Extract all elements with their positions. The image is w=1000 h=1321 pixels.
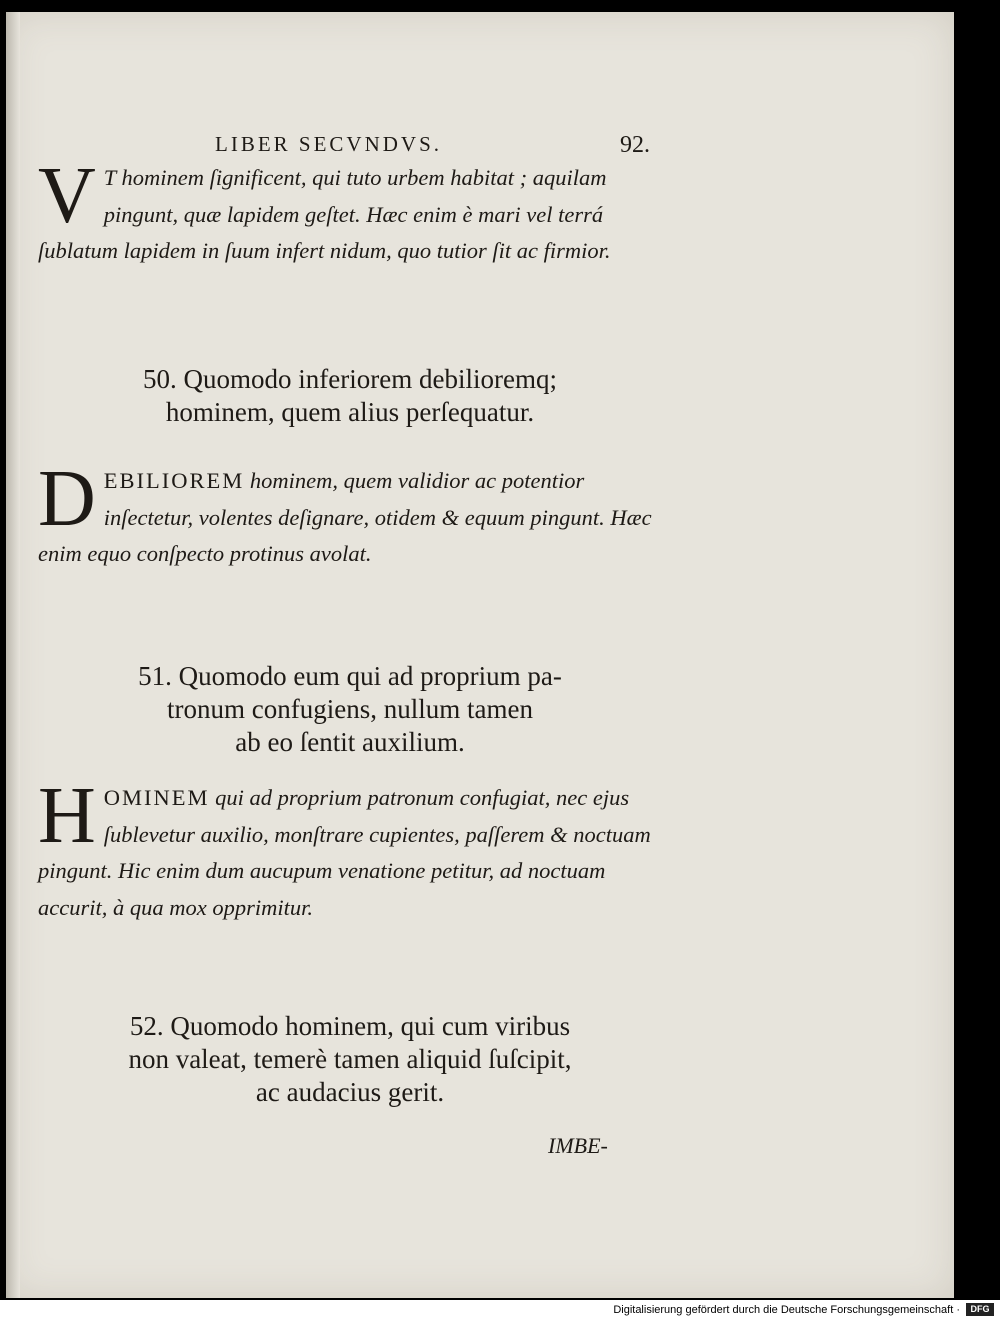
- heading-line: 50. Quomodo inferiorem debilioremq;: [143, 364, 557, 394]
- heading-line: 51. Quomodo eum qui ad proprium pa-: [138, 661, 562, 691]
- paragraph-text: hominem, quem validior ac potentior inſectetur, volentes deſignare, otidem & equum pingunt. Hæc enim equo conſpecto protinus avolat.: [38, 468, 652, 566]
- digitization-footer: [0, 1300, 1000, 1321]
- section-heading-51: [40, 660, 660, 759]
- drop-cap: H: [38, 772, 96, 860]
- small-caps-word: EBILIOREM: [103, 468, 245, 493]
- paragraph-text: T hominem ſignificent, qui tuto urbem habitat ; aquilam pingunt, quæ lapidem geſtet. Hæc enim è mari vel terrá ſublatum lapidem in ſuum infert nidum, quo tutior ſit ac firmior.: [38, 165, 611, 263]
- funding-credit: Digitalisierung gefördert durch die Deutsche Forschungsgemeinschaft ·: [613, 1304, 960, 1316]
- section-heading-52: [40, 1010, 660, 1109]
- small-caps-word: OMINEM: [103, 785, 210, 810]
- heading-line: tronum confugiens, nullum tamen: [167, 694, 533, 724]
- paragraph-text: qui ad proprium patronum confugiat, nec ejus ſublevetur auxilio, monſtrare cupientes, paſſerem & noctuam pingunt. Hic enim dum aucupum venatione petitur, ad noctuam accurit, à qua mox opprimitur.: [38, 785, 651, 920]
- page-gutter: [6, 12, 20, 1298]
- dfg-logo: DFG: [966, 1303, 994, 1316]
- running-title: LIBER SECVNDVS.: [215, 132, 443, 156]
- section-heading-50: [40, 363, 660, 429]
- drop-cap: V: [38, 152, 96, 240]
- drop-cap: D: [38, 455, 96, 543]
- catchword: IMBE-: [548, 1133, 608, 1158]
- paragraph-50: [38, 455, 658, 573]
- heading-line: non valeat, temerè tamen aliquid ſuſcipit,: [128, 1044, 572, 1074]
- heading-line: ac audacius gerit.: [255, 1077, 445, 1107]
- page-number: 92.: [620, 132, 650, 158]
- heading-line: ab eo ſentit auxilium.: [235, 727, 465, 757]
- heading-line: hominem, quem alius perſequatur.: [165, 397, 535, 427]
- paragraph-51: [38, 772, 658, 926]
- heading-line: 52. Quomodo hominem, qui cum viribus: [129, 1011, 571, 1041]
- paragraph-49: [38, 152, 658, 270]
